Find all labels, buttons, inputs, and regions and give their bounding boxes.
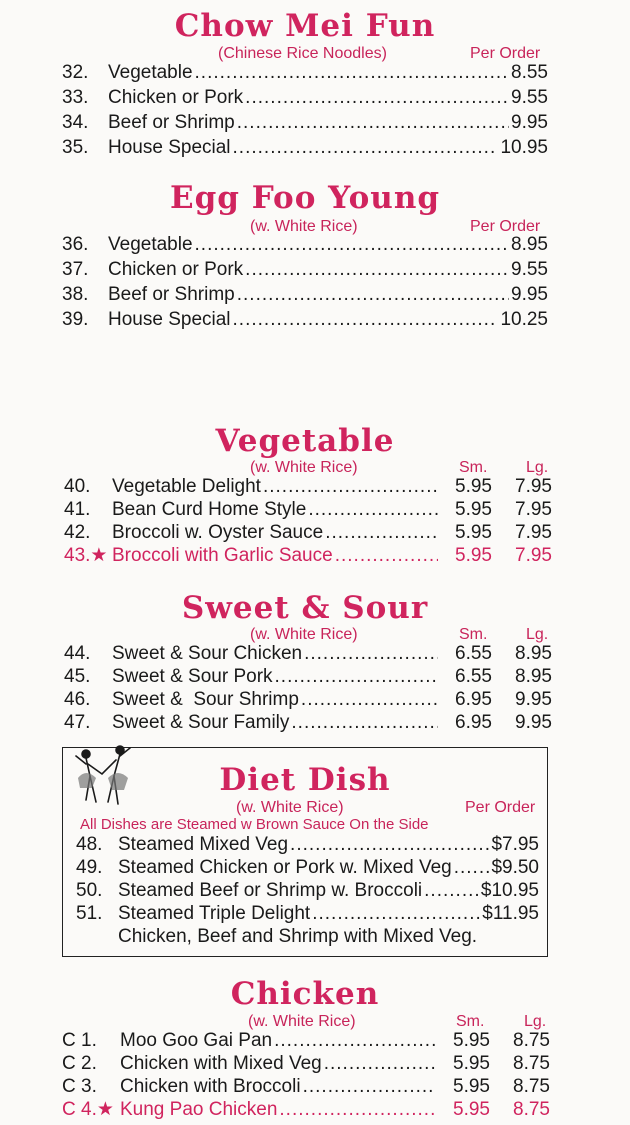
vegetable-subtitle: (w. White Rice) xyxy=(250,459,358,476)
item-number: 50. xyxy=(76,880,103,901)
item-number: 47. xyxy=(64,712,91,733)
item-number: 40. xyxy=(64,476,91,497)
item-price: 8.95 xyxy=(511,234,548,255)
item-name: Steamed Chicken or Pork w. Mixed Veg xyxy=(118,857,452,878)
leader-dots xyxy=(233,309,499,331)
item-number: 37. xyxy=(62,259,89,280)
section-title-sweet-sour: Sweet & Sour xyxy=(181,590,429,626)
item-name: Chicken or Pork xyxy=(108,259,244,280)
item-number: 43.★ xyxy=(64,545,108,566)
item-number: C 3. xyxy=(62,1076,97,1097)
menu-item-row xyxy=(62,1030,550,1052)
item-number: 38. xyxy=(62,284,89,305)
item-name: Steamed Mixed Veg xyxy=(118,834,289,855)
menu-item-row xyxy=(64,666,552,688)
item-name: Vegetable xyxy=(108,234,193,255)
item-number: 49. xyxy=(76,857,103,878)
item-price-small: 5.95 xyxy=(455,476,492,497)
item-name: Sweet & Sour Chicken xyxy=(112,643,303,664)
item-price-large: 7.95 xyxy=(515,476,552,497)
item-price-small: 5.95 xyxy=(455,545,492,566)
item-price: $10.95 xyxy=(480,880,539,901)
item-name: Sweet & Sour Shrimp xyxy=(112,689,299,710)
leader-dots xyxy=(263,476,438,498)
menu-item-row xyxy=(76,903,539,925)
item-price: 9.95 xyxy=(511,112,548,133)
item-number: 51. xyxy=(76,903,103,924)
leader-dots xyxy=(279,1099,436,1121)
item-number: 33. xyxy=(62,87,89,108)
menu-item-row xyxy=(64,712,552,734)
item-price-large: 7.95 xyxy=(515,499,552,520)
egg-foo-young-price-header: Per Order xyxy=(470,218,541,235)
item-name: Vegetable xyxy=(108,62,193,83)
menu-item-row-highlighted xyxy=(64,545,552,567)
leader-dots xyxy=(308,499,438,521)
leader-dots xyxy=(301,689,438,711)
item-name: Broccoli w. Oyster Sauce xyxy=(112,522,324,543)
leader-dots xyxy=(290,834,489,856)
item-name: Chicken or Pork xyxy=(108,87,244,108)
menu-item-row xyxy=(62,137,548,159)
item-number: 35. xyxy=(62,137,89,158)
leader-dots xyxy=(303,1076,436,1098)
leader-dots xyxy=(335,545,438,567)
item-price: 9.55 xyxy=(511,259,548,280)
item-name: Beef or Shrimp xyxy=(108,284,235,305)
menu-item-row xyxy=(62,62,548,84)
diet-dish-price-header: Per Order xyxy=(465,799,536,816)
item-number: C 2. xyxy=(62,1053,97,1074)
leader-dots xyxy=(237,284,509,306)
item-price-large: 8.95 xyxy=(515,643,552,664)
item-price-small: 5.95 xyxy=(453,1076,490,1097)
leader-dots xyxy=(275,666,438,688)
chicken-sm-header: Sm. xyxy=(456,1013,485,1030)
leader-dots xyxy=(237,112,509,134)
item-price-large: 7.95 xyxy=(515,522,552,543)
item-price-small: 5.95 xyxy=(453,1030,490,1051)
chow-mei-fun-price-header: Per Order xyxy=(470,45,541,62)
item-price-large: 9.95 xyxy=(515,712,552,733)
menu-item-row-highlighted xyxy=(62,1099,550,1121)
item-price: 9.95 xyxy=(511,284,548,305)
menu-item-row xyxy=(62,87,548,109)
menu-item-row xyxy=(64,643,552,665)
item-price-small: 5.95 xyxy=(455,499,492,520)
item-price-small: 6.55 xyxy=(455,666,492,687)
chicken-lg-header: Lg. xyxy=(524,1013,547,1030)
item-name: Beef or Shrimp xyxy=(108,112,235,133)
item-price-small: 6.55 xyxy=(455,643,492,664)
diet-dish-note: All Dishes are Steamed w Brown Sauce On the Side xyxy=(80,816,429,833)
section-title-chicken: Chicken xyxy=(230,976,380,1012)
leader-dots xyxy=(324,1053,436,1075)
vegetable-lg-header: Lg. xyxy=(526,459,549,476)
leader-dots xyxy=(233,137,499,159)
item-price: $7.95 xyxy=(491,834,539,855)
chicken-subtitle: (w. White Rice) xyxy=(248,1013,356,1030)
vegetable-sm-header: Sm. xyxy=(459,459,488,476)
menu-item-row xyxy=(62,112,548,134)
item-number: 32. xyxy=(62,62,89,83)
item-price: 8.55 xyxy=(511,62,548,83)
leader-dots xyxy=(325,522,438,544)
item-number: C 4.★ xyxy=(62,1099,114,1120)
item-price: 10.95 xyxy=(500,137,548,158)
item-price: $9.50 xyxy=(491,857,539,878)
leader-dots xyxy=(291,712,438,734)
section-title-diet-dish: Diet Dish xyxy=(219,762,391,798)
leader-dots xyxy=(424,880,479,902)
menu-item-row xyxy=(76,880,539,902)
item-price-small: 5.95 xyxy=(453,1099,490,1120)
leader-dots xyxy=(245,87,509,109)
leader-dots xyxy=(312,903,480,925)
menu-item-row xyxy=(62,284,548,306)
diet-dish-subtitle: (w. White Rice) xyxy=(236,799,344,816)
leader-dots xyxy=(195,62,509,84)
item-number: 45. xyxy=(64,666,91,687)
item-name: Sweet & Sour Pork xyxy=(112,666,273,687)
item-name: Sweet & Sour Family xyxy=(112,712,290,733)
item-name: House Special xyxy=(108,309,231,330)
item-number: 36. xyxy=(62,234,89,255)
item-number: C 1. xyxy=(62,1030,97,1051)
item-price-small: 6.95 xyxy=(455,712,492,733)
menu-item-row xyxy=(64,499,552,521)
item-name: Kung Pao Chicken xyxy=(120,1099,278,1120)
item-name: Chicken with Broccoli xyxy=(120,1076,301,1097)
item-price-large: 8.75 xyxy=(513,1076,550,1097)
item-price-large: 8.95 xyxy=(515,666,552,687)
item-price-large: 8.75 xyxy=(513,1030,550,1051)
item-price-small: 6.95 xyxy=(455,689,492,710)
item-number: 41. xyxy=(64,499,91,520)
menu-item-row xyxy=(62,1053,550,1075)
sweet-sour-lg-header: Lg. xyxy=(526,626,549,643)
item-price: 10.25 xyxy=(500,309,548,330)
item-name: Bean Curd Home Style xyxy=(112,499,307,520)
item-price-large: 9.95 xyxy=(515,689,552,710)
item-price-large: 7.95 xyxy=(515,545,552,566)
item-number: 44. xyxy=(64,643,91,664)
diet-dish-extra-line: Chicken, Beef and Shrimp with Mixed Veg. xyxy=(118,926,478,947)
item-name: Broccoli with Garlic Sauce xyxy=(112,545,333,566)
item-price: $11.95 xyxy=(482,903,539,924)
menu-item-row xyxy=(64,689,552,711)
leader-dots xyxy=(195,234,509,256)
menu-item-row xyxy=(62,234,548,256)
item-price-large: 8.75 xyxy=(513,1053,550,1074)
item-name: Vegetable Delight xyxy=(112,476,261,497)
egg-foo-young-subtitle: (w. White Rice) xyxy=(250,218,358,235)
item-name: Moo Goo Gai Pan xyxy=(120,1030,273,1051)
item-price-large: 8.75 xyxy=(513,1099,550,1120)
item-name: Chicken with Mixed Veg xyxy=(120,1053,322,1074)
section-title-egg-foo-young: Egg Foo Young xyxy=(169,180,441,216)
section-title-chow-mei-fun: Chow Mei Fun xyxy=(174,8,436,44)
item-price: 9.55 xyxy=(511,87,548,108)
item-number: 48. xyxy=(76,834,103,855)
leader-dots xyxy=(274,1030,436,1052)
item-price-small: 5.95 xyxy=(455,522,492,543)
leader-dots xyxy=(245,259,509,281)
item-number: 46. xyxy=(64,689,91,710)
item-number: 42. xyxy=(64,522,91,543)
menu-item-row xyxy=(76,857,539,879)
leader-dots xyxy=(304,643,438,665)
menu-item-row xyxy=(62,259,548,281)
item-name: Steamed Triple Delight xyxy=(118,903,311,924)
menu-item-row xyxy=(64,522,552,544)
item-name: House Special xyxy=(108,137,231,158)
chow-mei-fun-subtitle: (Chinese Rice Noodles) xyxy=(218,45,387,62)
item-name: Steamed Beef or Shrimp w. Broccoli xyxy=(118,880,423,901)
section-title-vegetable: Vegetable xyxy=(215,423,395,459)
item-price-small: 5.95 xyxy=(453,1053,490,1074)
menu-item-row xyxy=(76,834,539,856)
sweet-sour-subtitle: (w. White Rice) xyxy=(250,626,358,643)
menu-item-row xyxy=(62,309,548,331)
menu-item-row xyxy=(62,1076,550,1098)
sweet-sour-sm-header: Sm. xyxy=(459,626,488,643)
leader-dots xyxy=(454,857,490,879)
item-number: 39. xyxy=(62,309,89,330)
menu-item-row xyxy=(64,476,552,498)
item-number: 34. xyxy=(62,112,89,133)
